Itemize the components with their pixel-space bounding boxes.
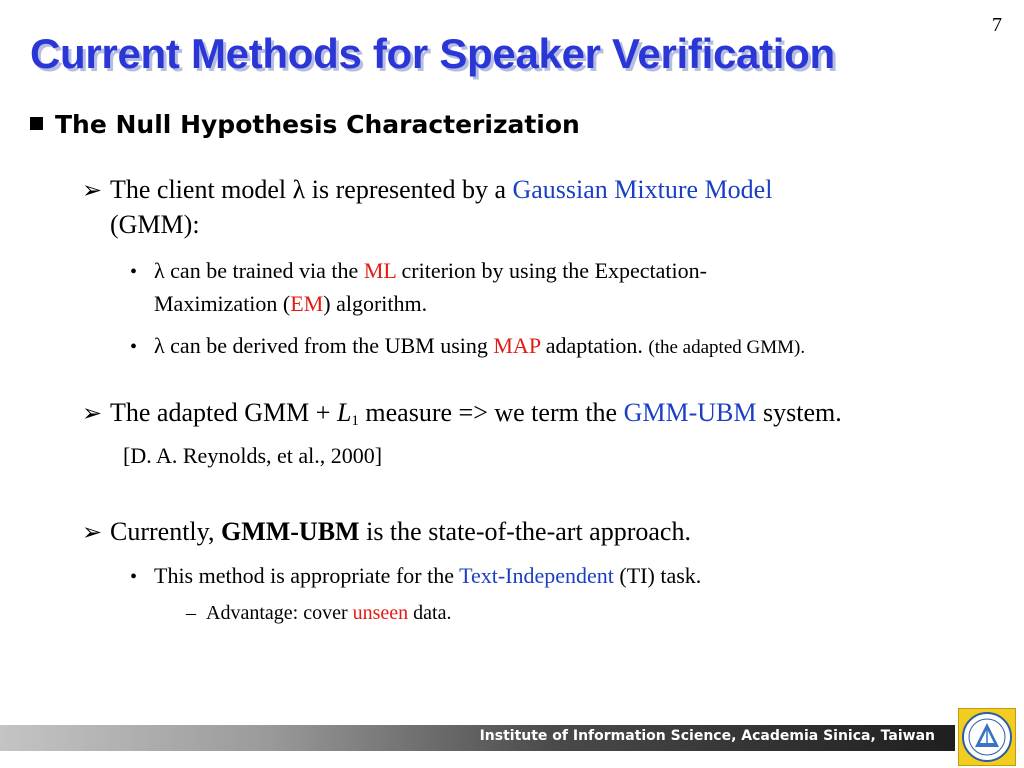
text: is the state-of-the-art approach. bbox=[359, 517, 691, 546]
term-unseen: unseen bbox=[352, 602, 409, 624]
bullet-continuation: (GMM): bbox=[110, 210, 200, 239]
subscript: 1 bbox=[351, 413, 359, 429]
dot-bullet-icon: • bbox=[130, 336, 138, 358]
text: adaptation. bbox=[540, 333, 649, 358]
text: Currently, bbox=[110, 517, 221, 546]
arrow-bullet-icon: ➢ bbox=[82, 520, 103, 546]
term-map: MAP bbox=[493, 333, 541, 358]
text: Advantage: cover bbox=[206, 602, 353, 624]
academia-sinica-seal-icon bbox=[958, 708, 1016, 766]
text: data. bbox=[408, 602, 452, 624]
bullet-continuation bbox=[130, 288, 707, 319]
footer-bar bbox=[0, 725, 955, 751]
dash-bullet-icon: – bbox=[186, 602, 196, 624]
section-heading-text: The Null Hypothesis Characterization bbox=[55, 110, 580, 139]
text: Maximization ( bbox=[154, 291, 291, 316]
bullet-adapted-gmm bbox=[82, 396, 842, 438]
sub-bullet-text-independent bbox=[130, 560, 701, 593]
text: is represented by a bbox=[305, 175, 513, 204]
bullet-line bbox=[130, 330, 805, 363]
text: can be trained via the bbox=[164, 258, 364, 283]
term-gmm-ubm-bold: GMM-UBM bbox=[220, 517, 360, 546]
term-ml: ML bbox=[363, 258, 396, 283]
note-adapted-gmm: (the adapted GMM). bbox=[648, 337, 806, 358]
square-bullet-icon bbox=[30, 117, 43, 130]
text: The adapted GMM + bbox=[110, 398, 337, 427]
sub-sub-bullet-advantage bbox=[186, 599, 451, 627]
sub-bullet-map bbox=[130, 330, 805, 363]
sub-bullet-ml bbox=[130, 255, 707, 319]
section-heading bbox=[30, 110, 580, 139]
text: measure => we term the bbox=[358, 398, 624, 427]
slide-title: Current Methods for Speaker Verification bbox=[30, 30, 835, 77]
bullet-line bbox=[130, 560, 701, 593]
text: can be derived from the UBM using bbox=[164, 333, 494, 358]
reference-citation: [D. A. Reynolds, et al., 2000] bbox=[123, 443, 383, 468]
footer-institute: Institute of Information Science, Academia Sinica, Taiwan bbox=[479, 728, 935, 744]
bullet-client-model bbox=[82, 173, 772, 242]
text: (TI) task. bbox=[613, 563, 702, 588]
bullet-line bbox=[186, 599, 451, 627]
bullet-line bbox=[130, 255, 707, 288]
bullet-currently bbox=[82, 515, 691, 550]
bullet-line bbox=[82, 173, 772, 208]
arrow-bullet-icon: ➢ bbox=[82, 178, 103, 204]
page-number: 7 bbox=[992, 14, 1002, 36]
l-symbol: L bbox=[336, 398, 352, 427]
text: system. bbox=[756, 398, 842, 427]
text: criterion by using the Expectation- bbox=[396, 258, 707, 283]
bullet-line bbox=[82, 396, 842, 438]
lambda-symbol: λ bbox=[292, 175, 306, 204]
text: The client model bbox=[110, 175, 293, 204]
dot-bullet-icon: • bbox=[130, 566, 138, 588]
lambda-symbol: λ bbox=[154, 258, 165, 283]
term-gaussian-mixture-model: Gaussian Mixture Model bbox=[512, 175, 773, 204]
term-gmm-ubm: GMM-UBM bbox=[623, 398, 757, 427]
dot-bullet-icon: • bbox=[130, 261, 138, 283]
bullet-line bbox=[82, 515, 691, 550]
text: This method is appropriate for the bbox=[154, 563, 460, 588]
lambda-symbol: λ bbox=[154, 333, 165, 358]
arrow-bullet-icon: ➢ bbox=[82, 401, 103, 427]
term-text-independent: Text-Independent bbox=[459, 563, 614, 588]
term-em: EM bbox=[290, 291, 324, 316]
text: ) algorithm. bbox=[323, 291, 428, 316]
seal-icon-graphic bbox=[959, 709, 1015, 765]
